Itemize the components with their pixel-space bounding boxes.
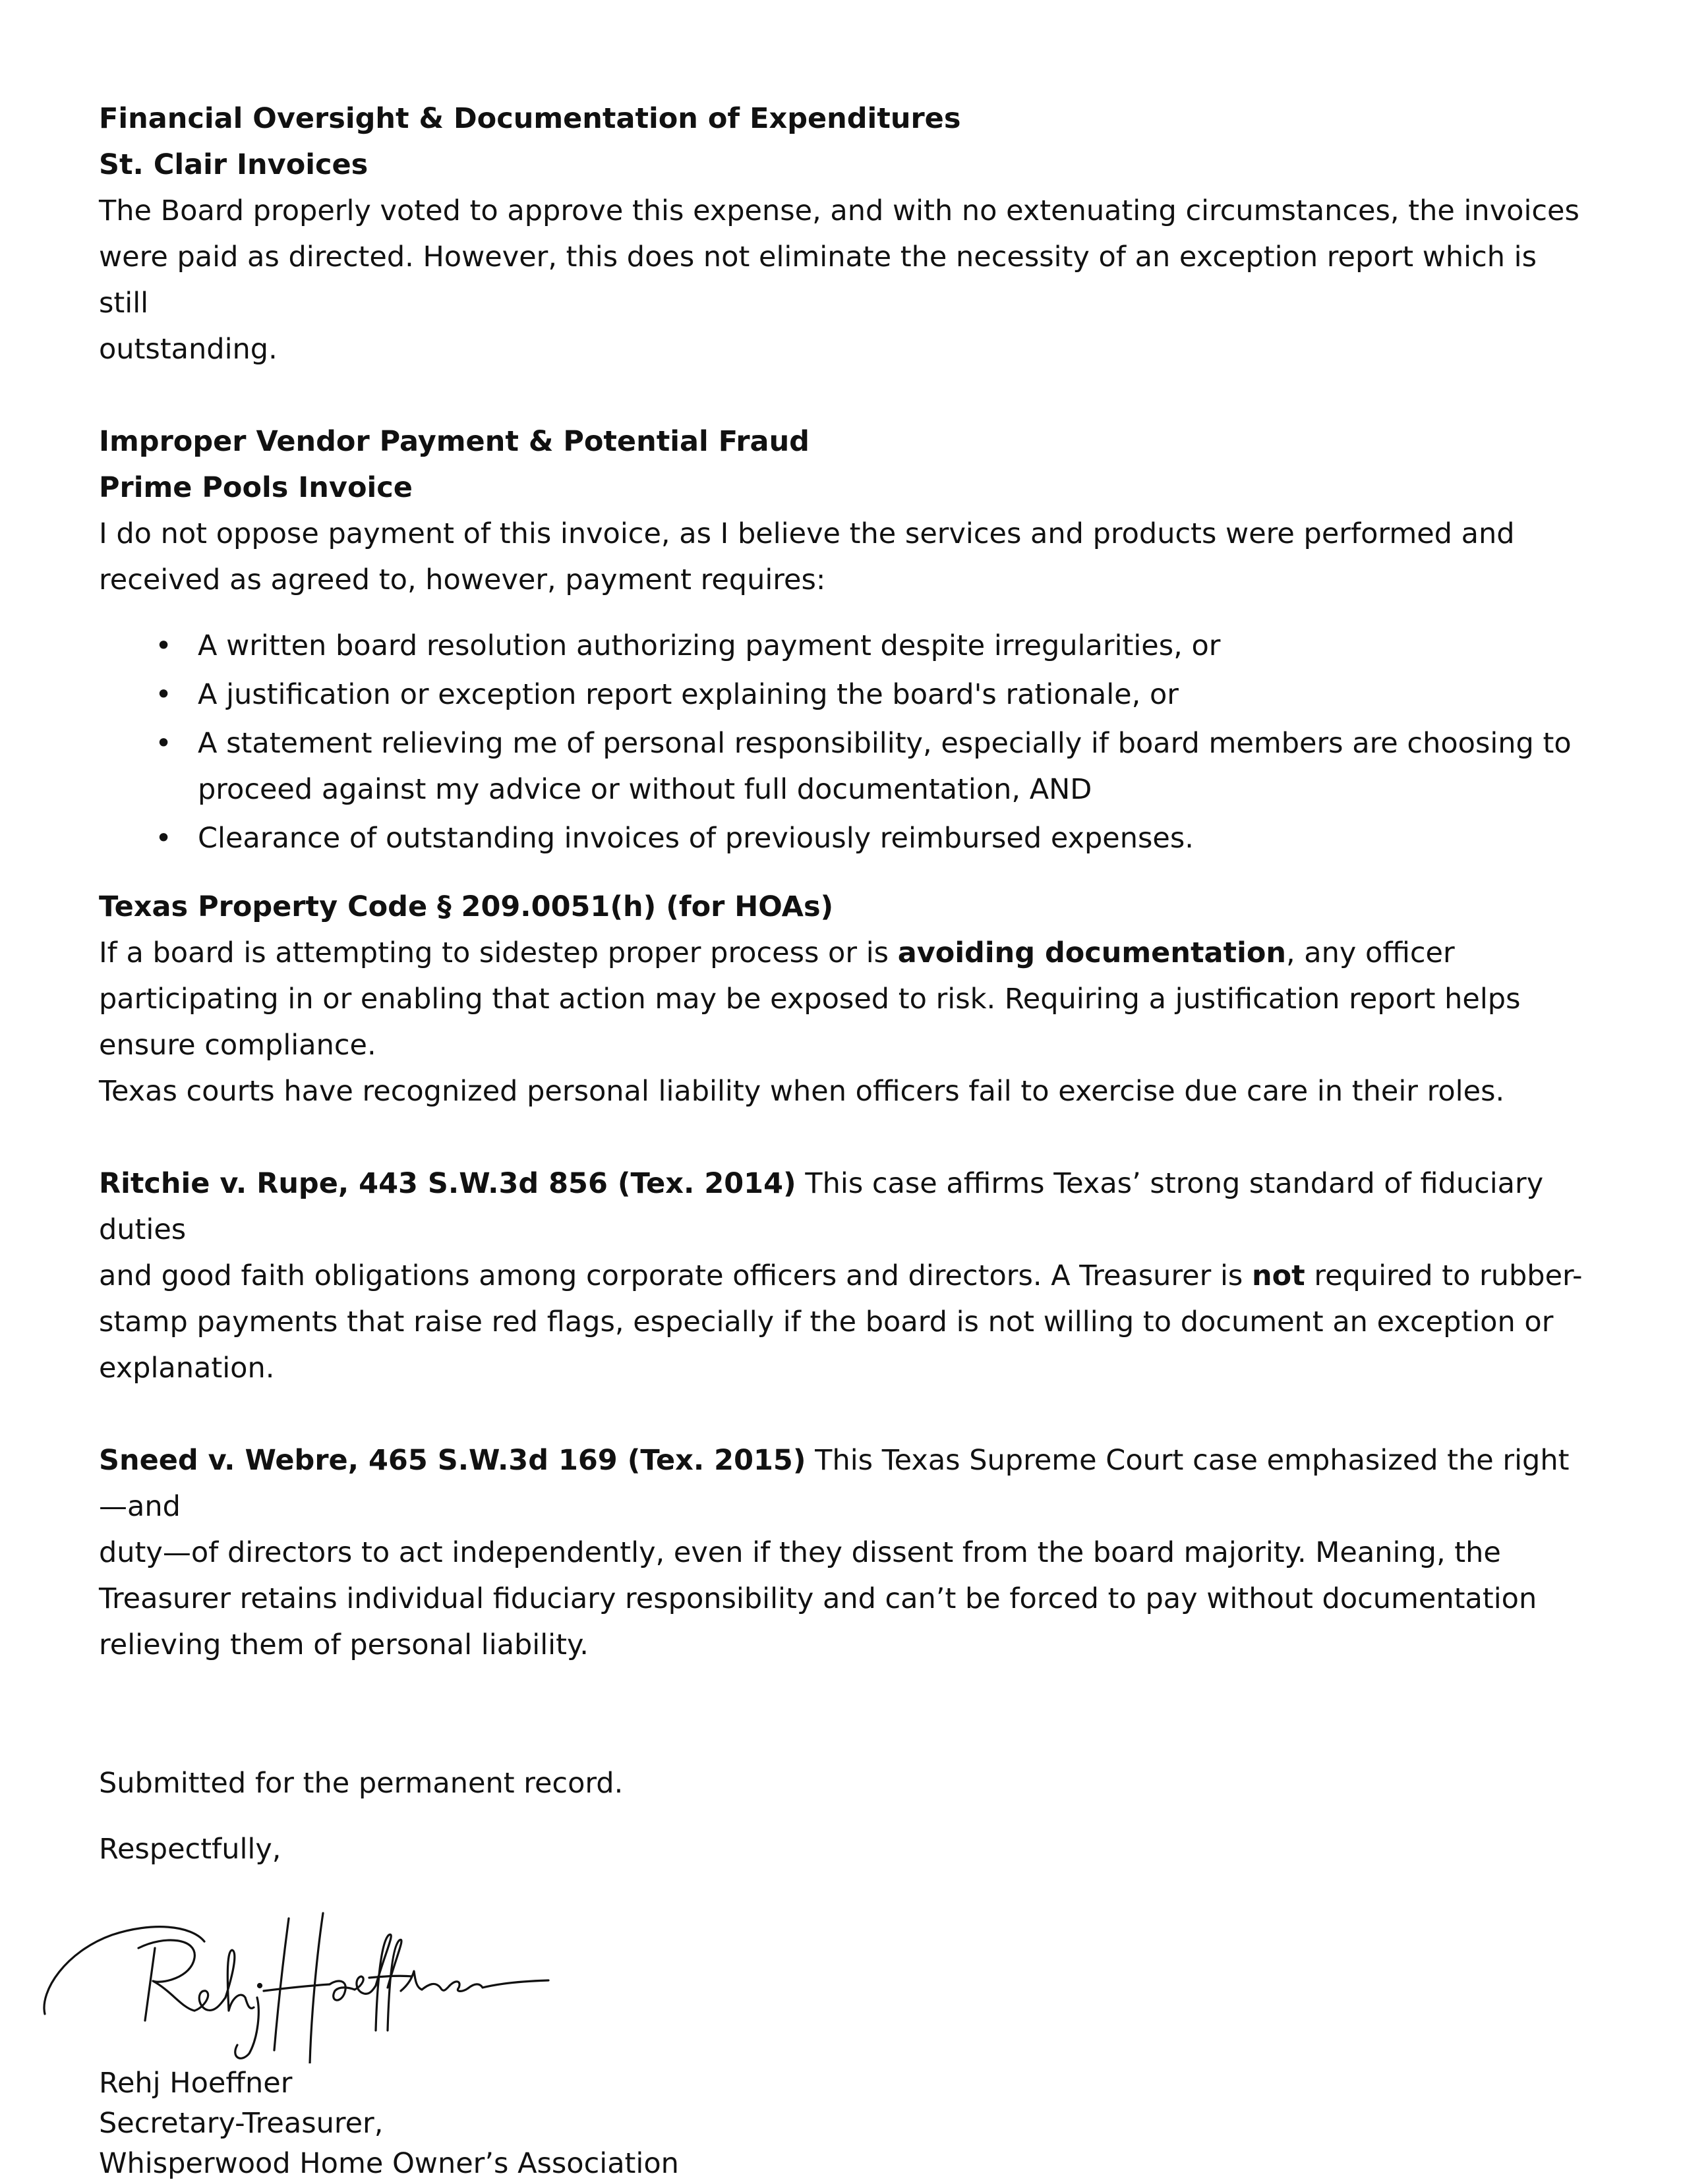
text-run: This case affirms Texas’ strong standard of fiduciary duties (99, 1167, 1544, 1246)
paragraph-line: Texas courts have recognized personal liability when officers fail to exercise due care in their roles. (99, 1075, 1505, 1108)
spacer (99, 1114, 1589, 1161)
paragraph-line: stamp payments that raise red flags, especially if the board is not willing to document an exception or (99, 1306, 1554, 1338)
spacer (99, 864, 1589, 884)
text-run: required to rubber- (1305, 1259, 1583, 1292)
text-run: , any officer (1285, 936, 1455, 969)
paragraph-line: duty—of directors to act independently, even if they dissent from the board majority. Meaning, the (99, 1536, 1501, 1569)
paragraph-line: participating in or enabling that action may be exposed to risk. Requiring a justification report helps (99, 983, 1521, 1016)
closing-statement: Submitted for the permanent record. (99, 1767, 624, 1800)
text-run: If a board is attempting to sidestep proper process or is (99, 936, 898, 969)
paragraph-line: outstanding. (99, 333, 278, 366)
signer-organization: Whisperwood Home Owner’s Association (99, 2147, 679, 2180)
case-citation: Ritchie v. Rupe, 443 S.W.3d 856 (Tex. 2014) (99, 1167, 796, 1200)
emphasis-text: not (1251, 1259, 1305, 1292)
section-subheading-prime-pools: Prime Pools Invoice (99, 471, 413, 504)
list-item-text: A statement relieving me of personal responsibility, especially if board members are choosing to (198, 727, 1572, 760)
paragraph-line (99, 1253, 1589, 1299)
list-item (99, 720, 1589, 813)
bullet-icon: • (155, 629, 172, 662)
bullet-icon: • (155, 727, 172, 760)
case-citation: Sneed v. Webre, 465 S.W.3d 169 (Tex. 2015) (99, 1444, 806, 1477)
bullet-icon: • (155, 822, 172, 855)
closing-salutation: Respectfully, (99, 1833, 281, 1866)
spacer (99, 1668, 1589, 1760)
section-heading-vendor: Improper Vendor Payment & Potential Fraud (99, 425, 810, 458)
section-heading-oversight: Financial Oversight & Documentation of Expenditures (99, 102, 961, 135)
signer-title: Secretary-Treasurer, (99, 2107, 384, 2140)
paragraph-line: were paid as directed. However, this does not eliminate the necessity of an exception report which is still (99, 241, 1537, 320)
paragraph-line: Treasurer retains individual fiduciary responsibility and can’t be forced to pay without documentation (99, 1582, 1537, 1615)
section-subheading-st-clair: St. Clair Invoices (99, 148, 369, 181)
paragraph-line: I do not oppose payment of this invoice, as I believe the services and products were performed and (99, 517, 1515, 550)
signature (40, 1872, 554, 2063)
document-body (99, 96, 1589, 2184)
spacer (99, 372, 1589, 418)
bullet-icon: • (155, 678, 172, 711)
emphasis-text: avoiding documentation (897, 936, 1286, 969)
list-item-text: Clearance of outstanding invoices of previously reimbursed expenses. (198, 822, 1194, 855)
list-item-text: proceed against my advice or without full documentation, AND (198, 773, 1092, 806)
list-item (99, 623, 1589, 669)
text-run: This Texas Supreme Court case emphasized the right—and (99, 1444, 1570, 1523)
list-item-text: A justification or exception report explaining the board's rationale, or (198, 678, 1179, 711)
paragraph-line: The Board properly voted to approve this expense, and with no extenuating circumstances, the invoices (99, 194, 1579, 227)
paragraph-line: explanation. (99, 1352, 275, 1385)
list-item (99, 672, 1589, 718)
section-heading-texas-code: Texas Property Code § 209.0051(h) (for HOAs) (99, 890, 834, 923)
requirements-list (99, 623, 1589, 861)
paragraph-line (99, 1437, 1589, 1530)
signature-image (40, 1872, 554, 2063)
spacer (99, 1391, 1589, 1437)
spacer (99, 603, 1589, 623)
paragraph-line (99, 1161, 1589, 1253)
text-run: and good faith obligations among corporate officers and directors. A Treasurer is (99, 1259, 1252, 1292)
paragraph-line: ensure compliance. (99, 1029, 376, 1062)
list-item-text: A written board resolution authorizing payment despite irregularities, or (198, 629, 1221, 662)
paragraph-line (99, 930, 1589, 976)
paragraph-line: received as agreed to, however, payment requires: (99, 563, 826, 596)
spacer (99, 1806, 1589, 1826)
signer-name: Rehj Hoeffner (99, 2067, 293, 2100)
list-item (99, 815, 1589, 861)
paragraph-line: relieving them of personal liability. (99, 1628, 589, 1661)
